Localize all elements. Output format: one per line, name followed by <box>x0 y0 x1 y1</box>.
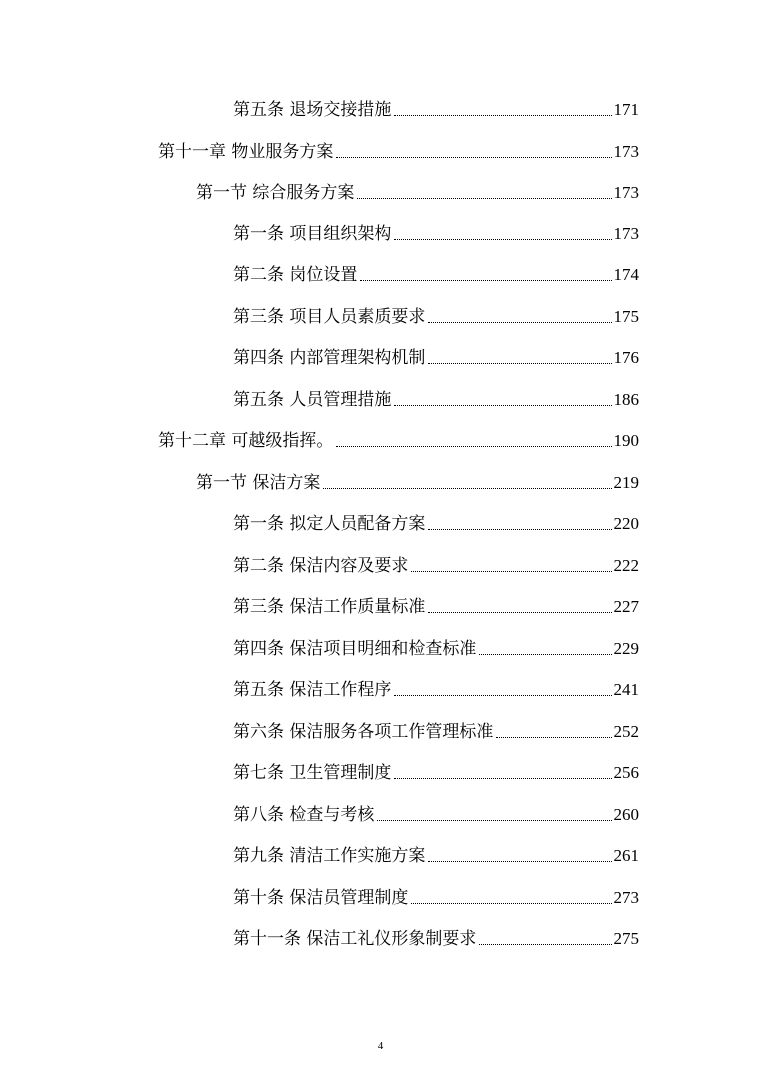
toc-entry[interactable] <box>233 843 639 867</box>
toc-entry-label: 第十二章 可越级指挥。 <box>158 431 334 451</box>
toc-entry[interactable] <box>233 387 639 411</box>
toc-entry[interactable] <box>233 926 639 950</box>
toc-dot-leader <box>377 820 611 821</box>
toc-entry-page: 260 <box>613 805 639 824</box>
toc-dot-leader <box>323 488 611 489</box>
toc-entry-page: 186 <box>613 390 639 409</box>
toc-entry-label: 第二条 保洁内容及要求 <box>233 556 409 576</box>
toc-entry-label: 第五条 人员管理措施 <box>233 390 392 410</box>
toc-entry[interactable] <box>233 760 639 784</box>
toc-entry-label: 第九条 清洁工作实施方案 <box>233 846 426 866</box>
toc-dot-leader <box>411 903 611 904</box>
toc-entry-page: 173 <box>613 183 639 202</box>
toc-entry-label: 第四条 保洁项目明细和检查标准 <box>233 639 477 659</box>
toc-entry-page: 275 <box>613 929 639 948</box>
page-number: 4 <box>377 1040 384 1052</box>
toc-entry-page: 220 <box>613 514 639 533</box>
toc-dot-leader <box>394 115 611 116</box>
toc-dot-leader <box>428 529 611 530</box>
toc-entry[interactable] <box>196 180 639 204</box>
toc-entry-label: 第五条 保洁工作程序 <box>233 680 392 700</box>
toc-entry-label: 第十一章 物业服务方案 <box>158 142 334 162</box>
toc-dot-leader <box>394 778 611 779</box>
toc-dot-leader <box>394 405 611 406</box>
toc-entry[interactable] <box>233 636 639 660</box>
toc-entry-label: 第六条 保洁服务各项工作管理标准 <box>233 722 494 742</box>
toc-entry[interactable] <box>233 677 639 701</box>
toc-dot-leader <box>394 239 611 240</box>
toc-entry-page: 190 <box>613 431 639 450</box>
toc-entry-label: 第一条 项目组织架构 <box>233 224 392 244</box>
toc-entry-label: 第三条 项目人员素质要求 <box>233 307 426 327</box>
toc-dot-leader <box>428 363 611 364</box>
toc-dot-leader <box>336 446 611 447</box>
toc-entry[interactable] <box>158 428 639 452</box>
toc-entry[interactable] <box>233 262 639 286</box>
toc-entry-label: 第二条 岗位设置 <box>233 265 358 285</box>
toc-entry-page: 273 <box>613 888 639 907</box>
toc-dot-leader <box>394 695 611 696</box>
toc-entry-label: 第一节 综合服务方案 <box>196 183 355 203</box>
toc-dot-leader <box>357 198 611 199</box>
toc-dot-leader <box>411 571 611 572</box>
toc-entry-page: 175 <box>613 307 639 326</box>
toc-entry-label: 第七条 卫生管理制度 <box>233 763 392 783</box>
toc-entry[interactable] <box>233 594 639 618</box>
toc-dot-leader <box>496 737 611 738</box>
toc-entry-page: 173 <box>613 224 639 243</box>
toc-entry-page: 256 <box>613 763 639 782</box>
toc-entry-label: 第四条 内部管理架构机制 <box>233 348 426 368</box>
toc-entry[interactable] <box>233 885 639 909</box>
toc-entry-label: 第一节 保洁方案 <box>196 473 321 493</box>
toc-dot-leader <box>479 944 611 945</box>
toc-entry-page: 173 <box>613 142 639 161</box>
toc-entry[interactable] <box>233 221 639 245</box>
toc-entry[interactable] <box>233 304 639 328</box>
toc-entry[interactable] <box>233 511 639 535</box>
toc-entry-page: 252 <box>613 722 639 741</box>
toc-entry-label: 第五条 退场交接措施 <box>233 100 392 120</box>
toc-entry-label: 第十一条 保洁工礼仪形象制要求 <box>233 929 477 949</box>
toc-dot-leader <box>336 157 611 158</box>
toc-entry-label: 第八条 检查与考核 <box>233 805 375 825</box>
toc-entry[interactable] <box>233 719 639 743</box>
toc-entry-label: 第十条 保洁员管理制度 <box>233 888 409 908</box>
toc-entry-page: 176 <box>613 348 639 367</box>
toc-dot-leader <box>360 280 611 281</box>
toc-entry-page: 174 <box>613 265 639 284</box>
toc-entry[interactable] <box>233 802 639 826</box>
toc-entry-page: 222 <box>613 556 639 575</box>
toc-dot-leader <box>479 654 611 655</box>
toc-entry-page: 227 <box>613 597 639 616</box>
toc-entry-page: 171 <box>613 100 639 119</box>
toc-entry-label: 第三条 保洁工作质量标准 <box>233 597 426 617</box>
toc-entry[interactable] <box>158 139 639 163</box>
toc-entry-label: 第一条 拟定人员配备方案 <box>233 514 426 534</box>
toc-entry-page: 261 <box>613 846 639 865</box>
toc-dot-leader <box>428 612 611 613</box>
toc-entry-page: 219 <box>613 473 639 492</box>
toc-dot-leader <box>428 322 611 323</box>
toc-entry[interactable] <box>233 553 639 577</box>
toc-entry-page: 241 <box>613 680 639 699</box>
toc-dot-leader <box>428 861 611 862</box>
toc-entry[interactable] <box>233 345 639 369</box>
toc-entry-page: 229 <box>613 639 639 658</box>
toc-entry[interactable] <box>196 470 639 494</box>
toc-entry[interactable] <box>233 97 639 121</box>
